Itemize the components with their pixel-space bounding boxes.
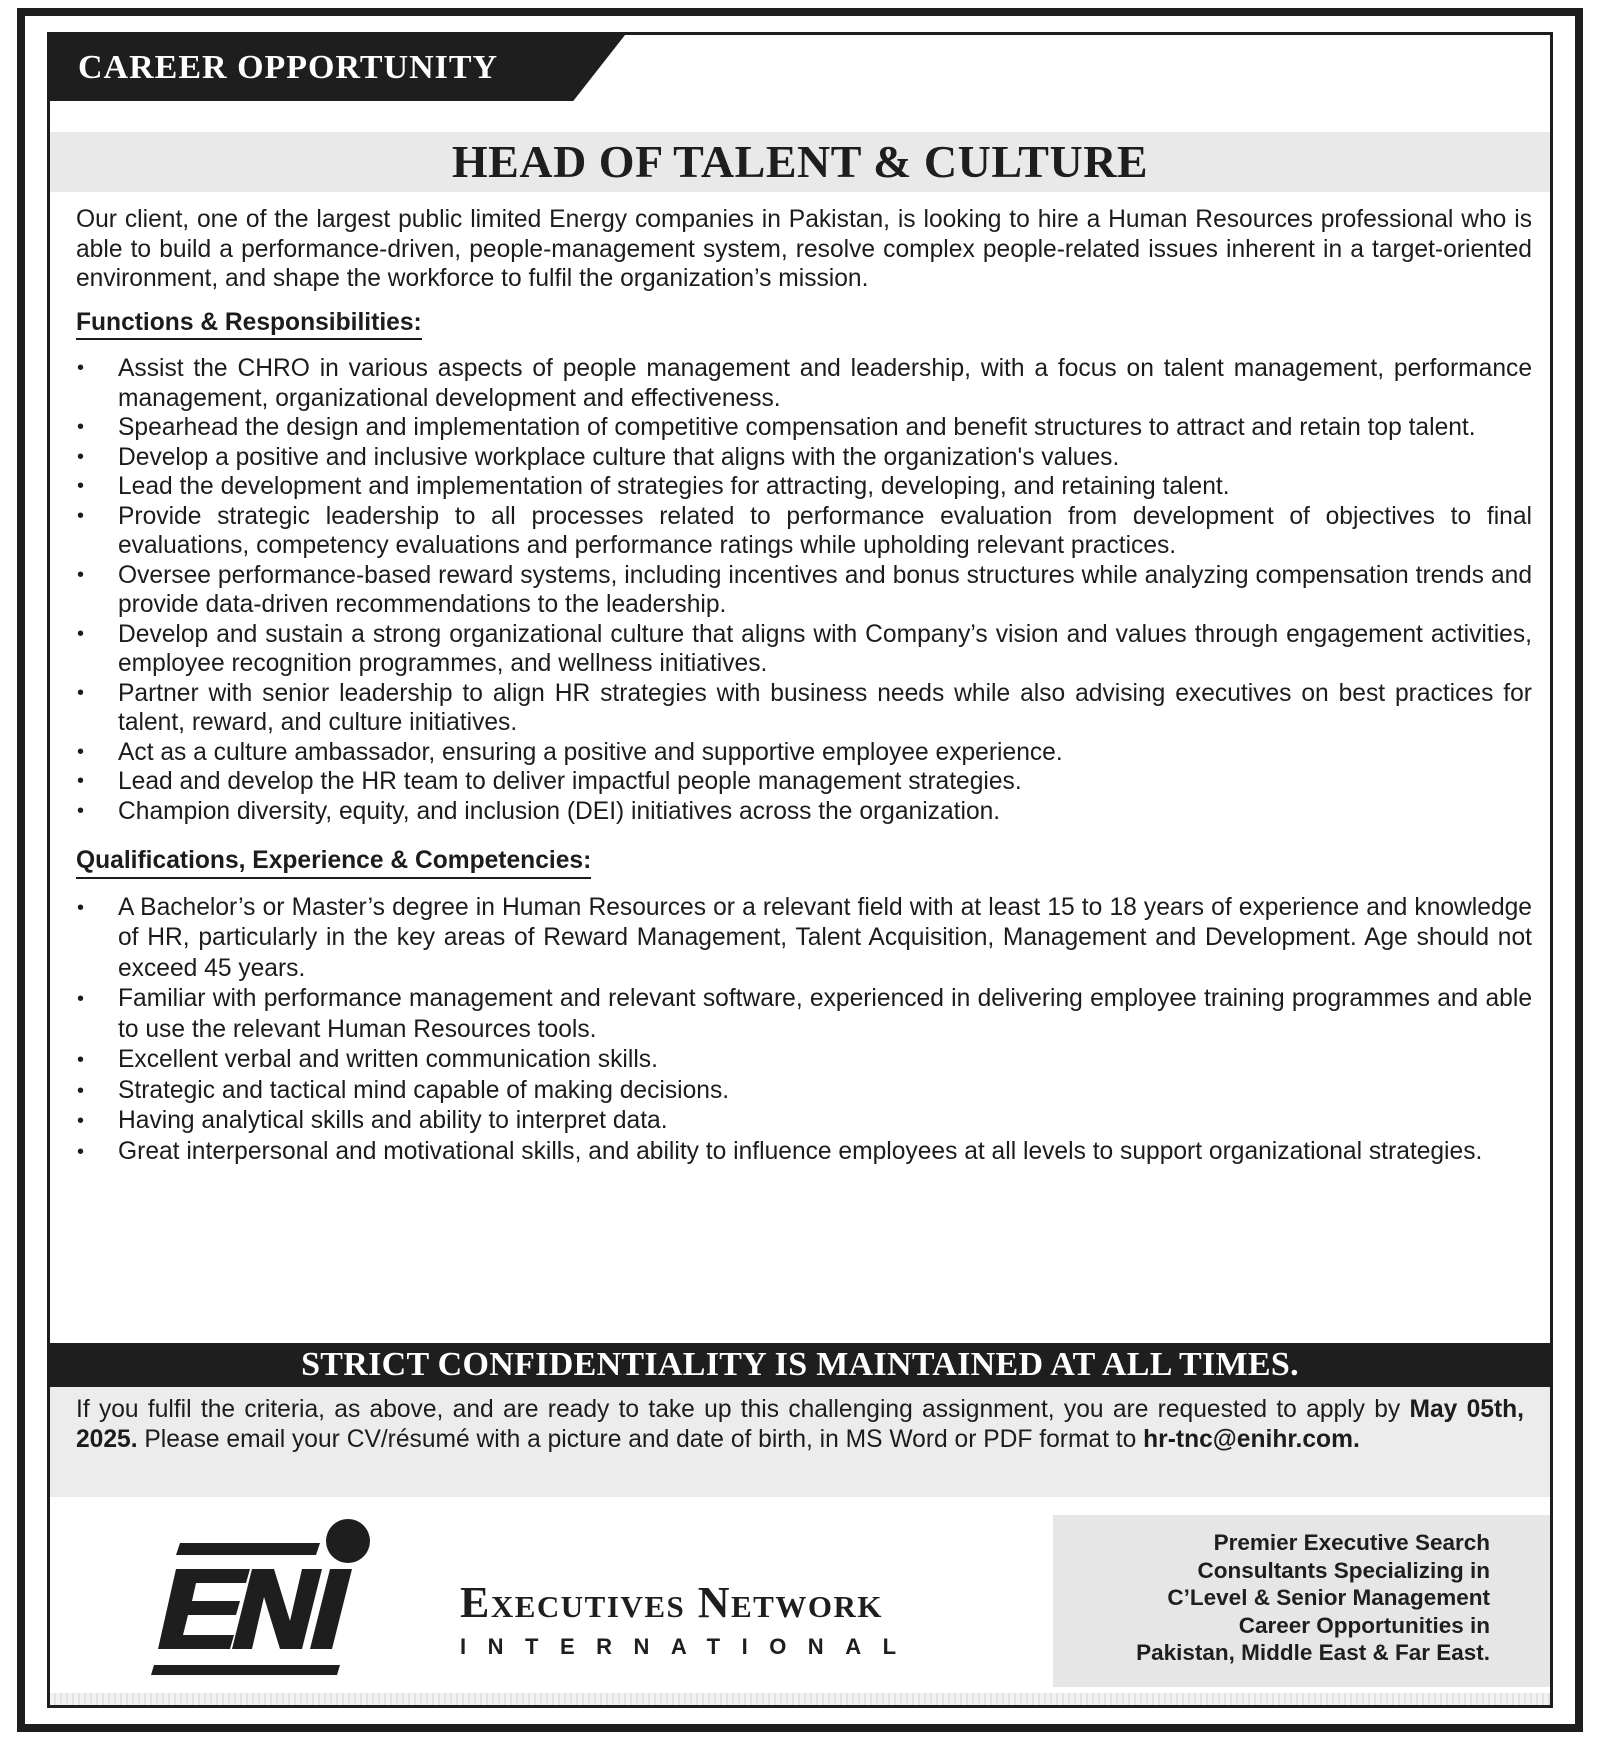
- page-frame: [17, 8, 1583, 1732]
- bullet-dot: •: [77, 416, 85, 438]
- logo-top-bar: [176, 1543, 320, 1555]
- logo-dot: [326, 1519, 370, 1563]
- bullet-item: [76, 620, 1532, 679]
- bullet-text: Having analytical skills and ability to interpret data.: [118, 1107, 668, 1134]
- bullet-item: [76, 1045, 1532, 1076]
- tagline-box: [1053, 1515, 1553, 1687]
- bullet-text: A Bachelor’s or Master’s degree in Human Resources or a relevant field with at least 15 to 18 years of experience and knowledge of HR, particularly in the key areas of Reward Management, Talent Acquisition, Management and Development. Age should not exceed 45 years.: [118, 893, 1532, 982]
- bullet-item: [76, 502, 1532, 561]
- eni-logo: [140, 1517, 380, 1707]
- brand-subtitle: INTERNATIONAL: [460, 1634, 918, 1659]
- bullet-item: [76, 354, 1532, 413]
- bullet-text: Lead and develop the HR team to deliver impactful people management strategies.: [118, 768, 1022, 795]
- footer: [50, 1497, 1550, 1708]
- bullet-dot: •: [77, 1079, 85, 1102]
- bullet-item: [76, 1106, 1532, 1137]
- job-title: HEAD OF TALENT & CULTURE: [451, 136, 1149, 187]
- qualifications-heading: Qualifications, Experience & Competencies:: [76, 846, 591, 879]
- confidentiality-bar: [50, 1343, 1550, 1387]
- bullet-item: [76, 767, 1532, 797]
- bullet-item: [76, 1076, 1532, 1107]
- bullet-dot: •: [77, 357, 85, 379]
- bullet-text: Assist the CHRO in various aspects of people management and leadership, with a focus on talent management, performance management, organizational development and effectiveness.: [118, 355, 1532, 412]
- apply-text-2: Please email your CV/résumé with a picture and date of birth, in MS Word or PDF format to: [137, 1425, 1144, 1453]
- career-opportunity-label: CAREER OPPORTUNITY: [78, 49, 499, 86]
- bullet-text: Act as a culture ambassador, ensuring a positive and supportive employee experience.: [118, 738, 1063, 766]
- bullet-dot: •: [77, 445, 85, 468]
- apply-email[interactable]: hr-tnc@enihr.com.: [1143, 1425, 1360, 1453]
- bullet-text: Champion diversity, equity, and inclusion (DEI) initiatives across the organization.: [118, 797, 1001, 825]
- bullet-item: [76, 984, 1532, 1045]
- bullet-dot: •: [77, 799, 85, 822]
- bullet-text: Lead the development and implementation of strategies for attracting, developing, and retaining talent.: [118, 473, 1230, 500]
- bullet-item: [76, 443, 1532, 473]
- bullet-text: Strategic and tactical mind capable of making decisions.: [118, 1076, 730, 1104]
- bullet-item: [76, 893, 1532, 985]
- bullet-item: [76, 797, 1532, 827]
- logo-bottom-bar: [151, 1665, 340, 1675]
- bullet-dot: •: [77, 770, 85, 792]
- bottom-decoration: [50, 1693, 1550, 1708]
- bullet-item: [76, 561, 1532, 620]
- bullet-text: Excellent verbal and written communication skills.: [118, 1046, 658, 1073]
- apply-text-1: If you fulfil the criteria, as above, and are ready to take up this challenging assignment, you are requested to apply by: [76, 1396, 1410, 1423]
- bullet-text: Develop and sustain a strong organizational culture that aligns with Company’s vision and values through engagement activities, employee recognition programmes, and wellness initiatives.: [118, 620, 1532, 677]
- intro-paragraph: Our client, one of the largest public limited Energy companies in Pakistan, is looking to hire a Human Resources professional who is able to build a performance-driven, people-management system, resolve complex people-related issues inherent in a target-oriented environment, and shape the workforce to fulfil the organization’s mission.: [76, 206, 1532, 292]
- bullet-text: Familiar with performance management and relevant software, experienced in delivering employee training programmes and able to use the relevant Human Resources tools.: [118, 985, 1532, 1043]
- apply-deadline: May 05th, 2025.: [76, 1396, 1524, 1453]
- functions-section: [76, 294, 1532, 827]
- apply-instructions: [50, 1387, 1550, 1497]
- bullet-text: Partner with senior leadership to align HR strategies with business needs while also advising executives on best practices for talent, reward, and culture initiatives.: [118, 679, 1532, 736]
- qualifications-section: [76, 832, 1532, 1167]
- tagline-line: Career Opportunities in: [1238, 1612, 1490, 1638]
- bullet-dot: •: [77, 622, 85, 645]
- logo-text: ENI: [140, 1517, 142, 1518]
- brand-name: Executives Network: [460, 1578, 883, 1627]
- bullet-item: [76, 738, 1532, 768]
- tagline-line: Premier Executive Search: [1213, 1530, 1490, 1555]
- tagline-line: Pakistan, Middle East & Far East.: [1136, 1640, 1490, 1665]
- bullet-text: Provide strategic leadership to all processes related to performance evaluation from development of objectives to final evaluations, competency evaluations and performance ratings while upholding relevant practices.: [118, 502, 1532, 559]
- bullet-text: Oversee performance-based reward systems, including incentives and bonus structures while analyzing compensation trends and provide data-driven recommendations to the leadership.: [118, 561, 1532, 618]
- bullet-text: Develop a positive and inclusive workplace culture that aligns with the organization's values.: [118, 443, 1120, 471]
- bullet-text: Great interpersonal and motivational skills, and ability to influence employees at all levels to support organizational strategies.: [118, 1137, 1483, 1165]
- bullet-dot: •: [77, 988, 85, 1010]
- bullet-dot: •: [77, 563, 85, 586]
- qualifications-list: [76, 893, 1532, 1168]
- bullet-item: [76, 1137, 1532, 1168]
- title-band: [50, 132, 1550, 192]
- bullet-dot: •: [77, 1140, 85, 1163]
- bullet-dot: •: [77, 504, 85, 527]
- bullet-dot: •: [77, 896, 85, 919]
- bullet-dot: •: [77, 1110, 85, 1132]
- bullet-text: Spearhead the design and implementation of competitive compensation and benefit structures to attract and retain top talent.: [118, 414, 1476, 441]
- confidentiality-text: STRICT CONFIDENTIALITY IS MAINTAINED AT ALL TIMES.: [301, 1346, 1299, 1383]
- bullet-dot: •: [77, 1049, 85, 1071]
- bullet-item: [76, 472, 1532, 502]
- brand-block: [460, 1577, 918, 1660]
- bullet-dot: •: [77, 681, 85, 704]
- ad-panel: [47, 32, 1553, 1708]
- bullet-item: [76, 413, 1532, 443]
- bullet-dot: •: [77, 475, 85, 497]
- functions-list: [76, 354, 1532, 826]
- bullet-item: [76, 679, 1532, 738]
- functions-heading: Functions & Responsibilities:: [76, 308, 422, 341]
- tagline-line: Consultants Specializing in: [1197, 1557, 1490, 1583]
- bullet-dot: •: [77, 740, 85, 763]
- ad-body: [76, 205, 1532, 1167]
- tagline-line: C’Level & Senior Management: [1167, 1585, 1490, 1610]
